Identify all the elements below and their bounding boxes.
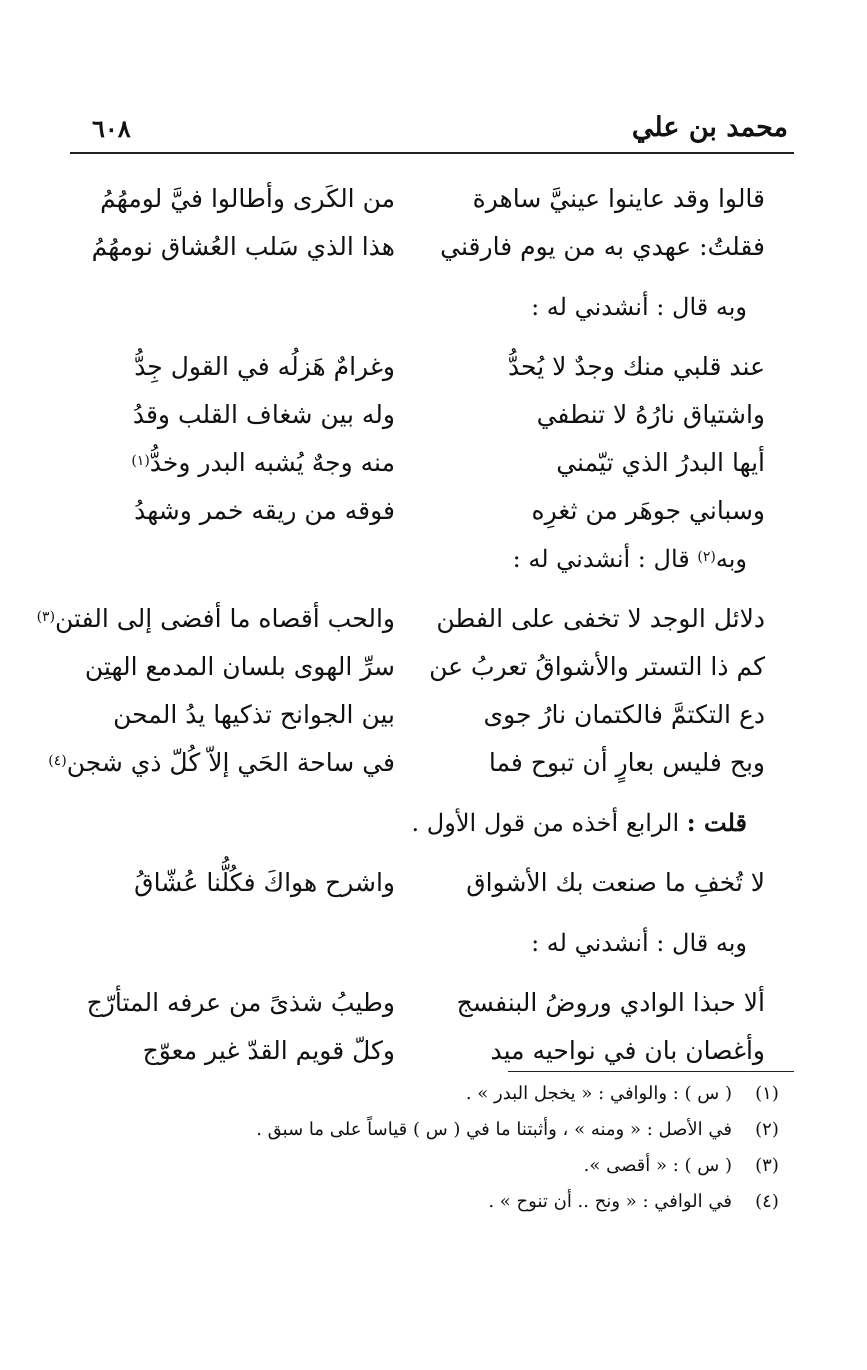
- first-hemistich: أيها البدرُ الذي تيّمني: [556, 448, 765, 477]
- transmission-note: [95, 535, 765, 583]
- verse-line: [95, 859, 765, 907]
- footnote-number: (٢): [755, 1119, 779, 1140]
- hemistich-text: منه وجهٌ يُشبه البدر وخدُّ: [149, 448, 395, 477]
- first-hemistich: دلائل الوجد لا تخفى على الفطن: [436, 604, 765, 633]
- second-hemistich: [36, 595, 395, 643]
- running-header: [70, 112, 794, 152]
- footnote-number: (٣): [755, 1155, 779, 1176]
- transmission-note: وبه قال : أنشدني له :: [531, 929, 747, 957]
- footnote-text: ( س ) : والوافي : « يخجل البدر » .: [465, 1083, 732, 1104]
- remark-label: قلت :: [686, 808, 747, 837]
- first-hemistich: كم ذا التستر والأشواقُ تعربُ عن: [429, 652, 765, 681]
- verse-line: [95, 391, 765, 439]
- verse-line: [86, 979, 765, 1027]
- running-head-author: محمد بن علي: [631, 112, 788, 143]
- second-hemistich: سرِّ الهوى بلسان المدمع الهتِن: [84, 652, 395, 681]
- footnote-marker: (١): [131, 453, 150, 469]
- first-hemistich: وسباني جوهَر من ثغرِه: [531, 496, 765, 525]
- remark-text: الرابع أخذه من قول الأول .: [411, 809, 680, 837]
- note-text: قال : أنشدني له :: [512, 545, 690, 573]
- page-number: ٦٠٨: [92, 114, 131, 143]
- first-hemistich: وبح فليس بعارٍ أن تبوح فما: [488, 748, 765, 777]
- first-hemistich: عند قلبي منك وجدٌ لا يُحدُّ: [507, 352, 765, 381]
- verse-line: [84, 643, 765, 691]
- first-hemistich: واشتياق نارُهُ لا تنطفي: [536, 400, 765, 429]
- transmission-note: وبه قال : أنشدني له :: [531, 293, 747, 321]
- verse-line: [48, 739, 765, 787]
- verse-line: [95, 343, 765, 391]
- verse-line: [95, 487, 765, 535]
- verse-line: [95, 691, 765, 739]
- first-hemistich: قالوا وقد عاينوا عينيَّ ساهرة: [472, 184, 765, 213]
- footnote-marker: (٤): [48, 753, 67, 769]
- second-hemistich: [48, 739, 395, 787]
- second-hemistich: من الكَرى وأطالوا فيَّ لومهُمُ: [100, 184, 395, 213]
- first-hemistich: لا تُخفِ ما صنعت بك الأشواق: [466, 868, 765, 897]
- first-hemistich: دع التكتمَّ فالكتمان نارُ جوى: [483, 700, 765, 729]
- verse-line: [36, 595, 765, 643]
- second-hemistich: هذا الذي سَلب العُشاق نومهُمُ: [91, 232, 395, 261]
- second-hemistich: واشرح هواكَ فكُلُّنا عُشّاقُ: [134, 868, 395, 897]
- verse-line: [95, 439, 765, 487]
- verse-line: [95, 1027, 765, 1075]
- poem-body: [36, 175, 765, 1075]
- footnote-marker: (٣): [36, 609, 56, 625]
- footnote: [80, 1184, 780, 1220]
- footnote: [80, 1112, 780, 1148]
- footnote-number: (١): [755, 1083, 779, 1104]
- footnote-text: في الأصل : « ومنه » ، وأثبتنا ما في ( س ) قياساً على ما سبق .: [256, 1119, 732, 1140]
- hemistich-text: والحب أقصاه ما أفضى إلى الفتن: [55, 604, 395, 633]
- header-rule: [70, 152, 794, 154]
- second-hemistich: فوقه من ريقه خمر وشهدُ: [134, 496, 395, 525]
- footnote-text: في الوافي : « ونح .. أن تنوح » .: [488, 1191, 732, 1212]
- second-hemistich: وطيبُ شذىً من عرفه المتأرّج: [86, 988, 395, 1017]
- second-hemistich: وله بين شغاف القلب وقدُ: [132, 400, 395, 429]
- first-hemistich: ألا حبذا الوادي وروضُ البنفسج: [456, 988, 765, 1017]
- editor-remark: [95, 799, 765, 847]
- first-hemistich: فقلتُ: عهدي به من يوم فارقني: [440, 232, 765, 261]
- first-hemistich: وأغصان بان في نواحيه ميد: [490, 1036, 765, 1065]
- hemistich-text: في ساحة الحَي إلاّ كُلّ ذي شجن: [66, 748, 395, 777]
- second-hemistich: وغرامٌ هَزلُه في القول جِدُّ: [134, 352, 395, 381]
- second-hemistich: [95, 439, 395, 487]
- second-hemistich: وكلّ قويم القدّ غير معوّج: [142, 1036, 395, 1065]
- footnote-rule: [508, 1071, 794, 1072]
- footnote-marker: (٢): [697, 549, 716, 565]
- footnotes: [80, 1076, 780, 1220]
- footnote-number: (٤): [755, 1191, 779, 1212]
- footnote-text: ( س ) : « أقصى ».: [583, 1155, 732, 1176]
- second-hemistich: بين الجوانح تذكيها يدُ المحن: [113, 700, 395, 729]
- footnote: [80, 1148, 780, 1184]
- footnote: [80, 1076, 780, 1112]
- verse-line: [91, 223, 765, 271]
- note-prefix: وبه: [715, 545, 747, 573]
- verse-line: [95, 175, 765, 223]
